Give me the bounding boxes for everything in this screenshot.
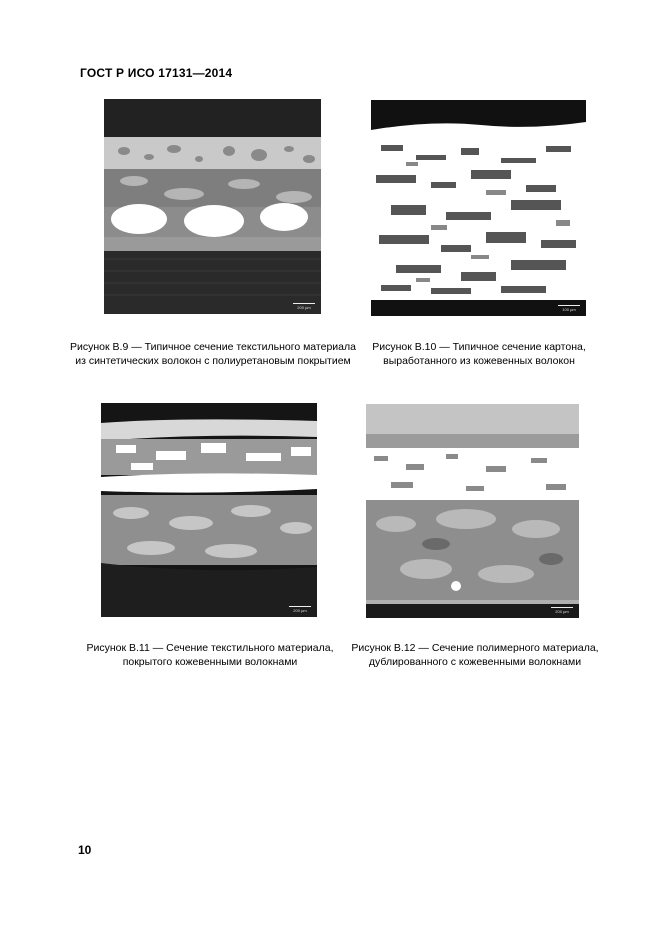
- figure-b9-caption: Рисунок В.9 — Типичное сечение текстильного материала из синтетических волокон с полиуретановым покрытием: [70, 341, 356, 367]
- figure-b12-micrograph: [366, 404, 579, 618]
- scale-bar: 200 µm: [289, 606, 311, 613]
- figure-b9-micrograph: [104, 99, 321, 314]
- figure-b11-caption: Рисунок В.11 — Сечение текстильного материала, покрытого кожевенными волокнами: [86, 642, 334, 668]
- figure-b10-micrograph: [371, 100, 586, 316]
- document-header: ГОСТ Р ИСО 17131—2014: [80, 66, 233, 80]
- scale-bar: 200 µm: [293, 303, 315, 310]
- figure-b11-micrograph: [101, 403, 317, 617]
- scale-bar: 200 µm: [551, 607, 573, 614]
- scale-bar: 100 µm: [558, 305, 580, 312]
- figure-b10-caption: Рисунок В.10 — Типичное сечение картона, выработанного из кожевенных волокон: [372, 341, 586, 367]
- figure-b12-caption: Рисунок В.12 — Сечение полимерного материала, дублированного с кожевенными волокнами: [351, 642, 599, 668]
- page-number: 10: [78, 843, 92, 857]
